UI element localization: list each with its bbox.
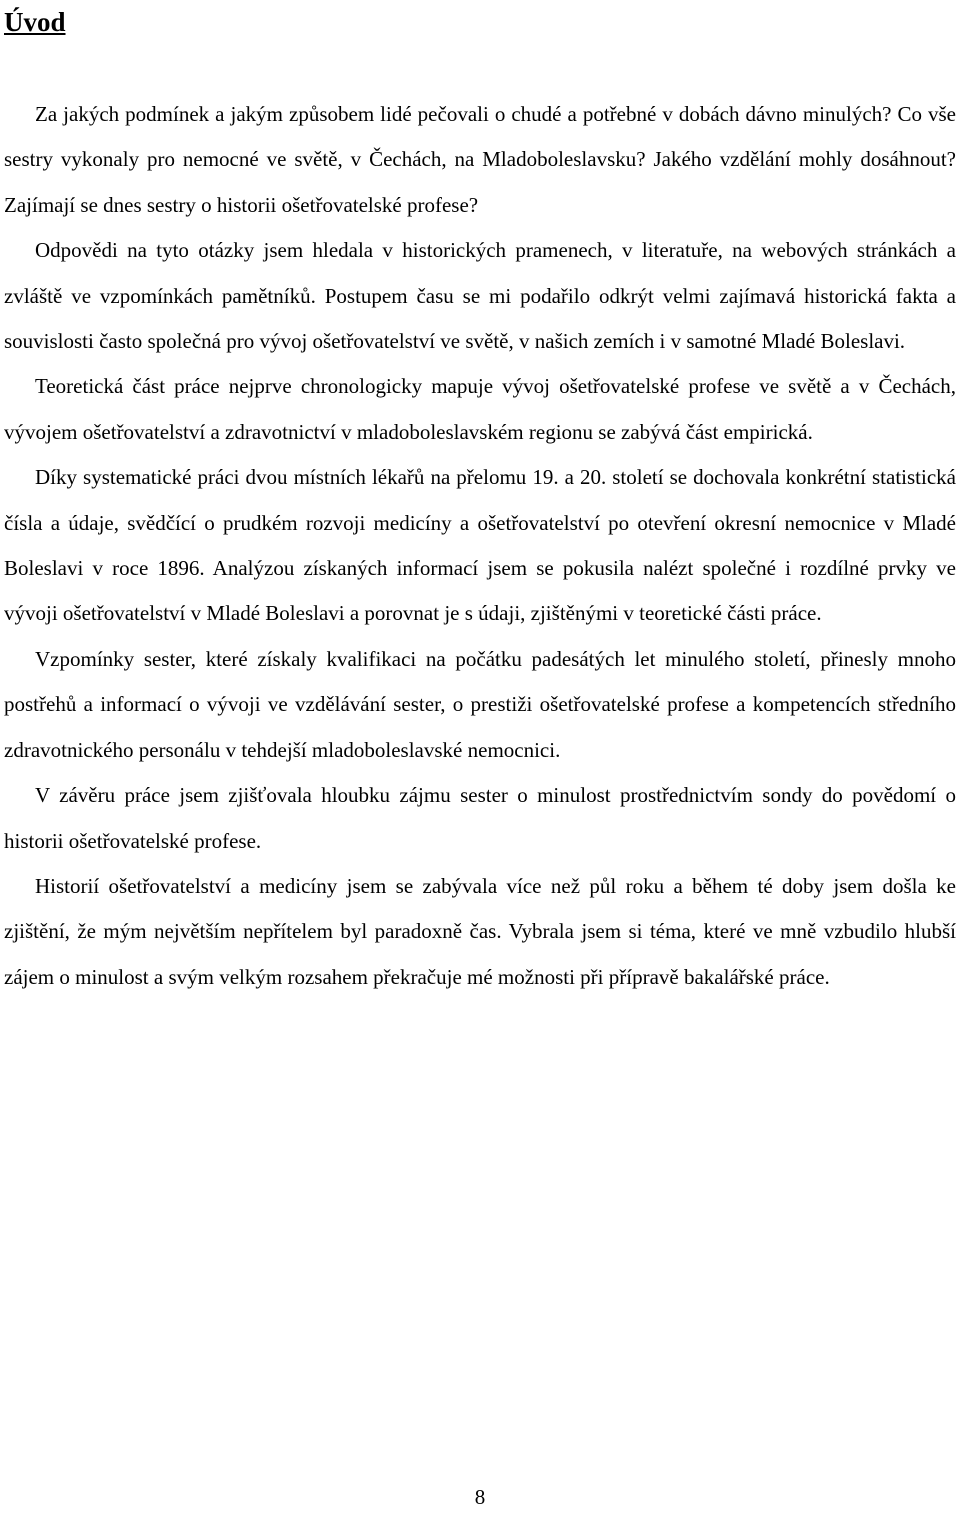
paragraph-theoretical-part: Teoretická část práce nejprve chronologicky mapuje vývoj ošetřovatelské profese ve světě a v Čechách, vývojem ošetřovatelství a zdravotnictví v mladoboleslavském regionu se zabývá část empirická. — [4, 374, 956, 444]
paragraph-intro-questions: Za jakých podmínek a jakým způsobem lidé pečovali o chudé a potřebné v dobách dávno minulých? Co vše sestry vykonaly pro nemocné ve světě, v Čechách, na Mladoboleslavsku? Jakého vzdělání mohly dosáhnout? Zajímají se dnes sestry o historii ošetřovatelské profese? — [4, 102, 956, 217]
section-heading: Úvod — [4, 7, 66, 37]
paragraph-time-scope: Historií ošetřovatelství a medicíny jsem se zabývala více než půl roku a během té doby jsem došla ke zjištění, že mým největším nepřítelem byl paradoxně čas. Vybrala jsem si téma, které ve mně vzbudilo hlubší zájem o minulost a svým velkým rozsahem překračuje mé možnosti při přípravě bakalářské práce. — [4, 873, 956, 989]
page-number: 8 — [474, 1485, 486, 1509]
paragraph-sources: Odpovědi na tyto otázky jsem hledala v historických pramenech, v literatuře, na webových stránkách a zvláště ve vzpomínkách pamětníků. Postupem času se mi podařilo odkrýt velmi zajímavá historická fakta a souvislosti často společná pro vývoj ošetřovatelství ve světě, v našich zemích i v samotné Mladé Boleslavi. — [4, 238, 956, 354]
paragraph-nurse-memories: Vzpomínky sester, které získaly kvalifikaci na počátku padesátých let minulého století, přinesly mnoho postřehů a informací o vývoji ve vzdělávání sester, o prestiži ošetřovatelské profese a kompetencích středního zdravotnického personálu v tehdejší mladoboleslavské nemocnici. — [4, 646, 956, 762]
body-text — [4, 92, 956, 1000]
paragraph-statistics: Díky systematické práci dvou místních lékařů na přelomu 19. a 20. století se dochovala konkrétní statistická čísla a údaje, svědčící o prudkém rozvoji medicíny a ošetřovatelství po otevření okresní nemocnice v Mladé Boleslavi v roce 1896. Analýzou získaných informací jsem se pokusila nalézt společné i rozdílné prvky ve vývoji ošetřovatelství v Mladé Boleslavi a porovnat je s údaji, zjištěnými v teoretické části práce. — [4, 465, 956, 626]
paragraph-conclusion-probe: V závěru práce jsem zjišťovala hloubku zájmu sester o minulost prostřednictvím sondy do povědomí o historii ošetřovatelské profese. — [4, 783, 956, 853]
